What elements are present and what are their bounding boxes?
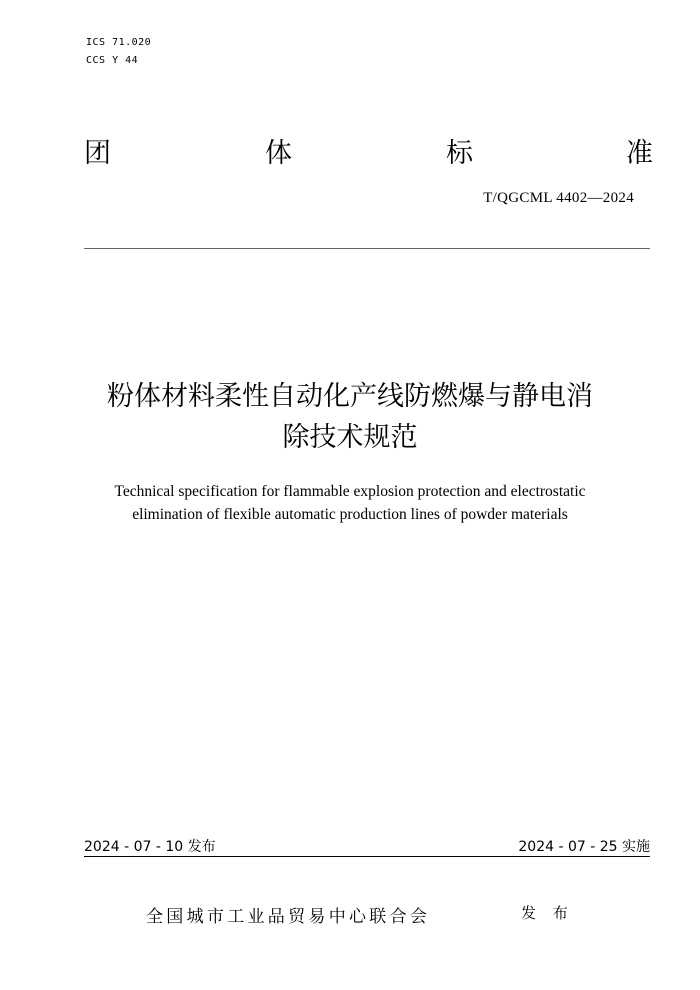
chinese-title-line: 除技术规范 bbox=[282, 422, 418, 453]
implementation-date: 2024 - 07 - 25 实施 bbox=[518, 839, 650, 855]
chinese-title bbox=[0, 376, 700, 458]
standard-type-char: 准 bbox=[626, 138, 653, 169]
standard-type-char: 标 bbox=[446, 138, 473, 169]
issue-date: 2024 - 07 - 10 发布 bbox=[84, 839, 216, 855]
publish-label: 发 布 bbox=[521, 904, 574, 922]
header-divider bbox=[84, 248, 650, 249]
publisher-name: 全国城市工业品贸易中心联合会 bbox=[146, 907, 431, 927]
chinese-title-line: 粉体材料柔性自动化产线防燃爆与静电消 bbox=[107, 381, 593, 412]
ccs-code: CCS Y 44 bbox=[86, 55, 139, 66]
english-title-line: Technical specification for flammable explosion protection and electrostatic bbox=[114, 483, 586, 500]
english-title bbox=[0, 480, 700, 526]
standard-type-char: 团 bbox=[84, 138, 111, 169]
standard-number: T/QGCML 4402—2024 bbox=[483, 190, 634, 206]
ics-code: ICS 71.020 bbox=[86, 37, 152, 48]
english-title-line: elimination of flexible automatic production lines of powder materials bbox=[132, 506, 568, 523]
standard-type-char: 体 bbox=[265, 138, 292, 169]
footer-divider bbox=[84, 856, 650, 857]
